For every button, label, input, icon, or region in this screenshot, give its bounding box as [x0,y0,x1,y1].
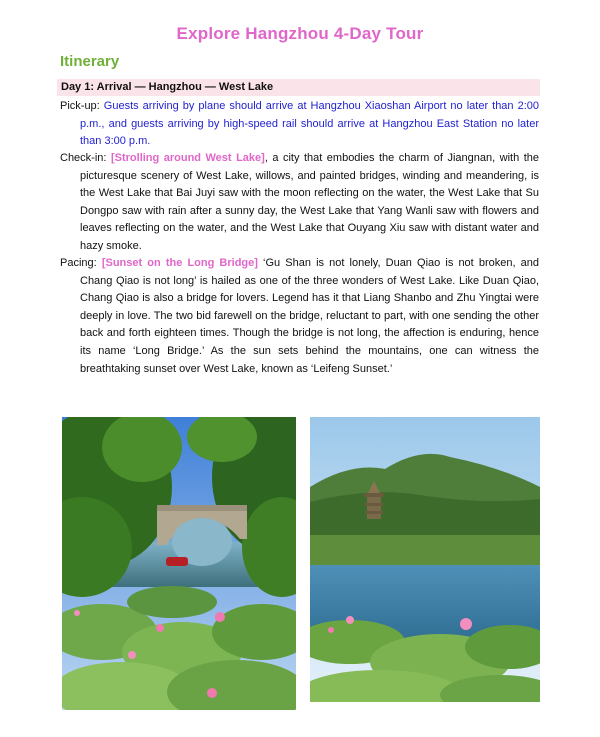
pacing-highlight: [Sunset on the Long Bridge] [101,257,258,269]
stone-arch-bridge-lotus-photo [62,417,296,710]
page-title: Explore Hangzhou 4-Day Tour [176,24,424,43]
checkin-highlight: [Strolling around West Lake] [110,152,265,164]
checkin-text: , a city that embodies the charm of Jiangnan, with the picturesque scenery of West Lake, willows, and painted bridges, winding and meandering, is the West Lake that Bai Juyi saw with the moon reflecting on the water, the West Lake that Su Dongpo saw with rain after a sunny day, the West Lake that Yang Wanli saw with flowers and leaves reflecting on the water, and the West Lake that Ouyang Xiu saw with distant water and hazy smoke. [80,152,540,252]
pacing-label: Pacing: [60,257,97,269]
checkin-paragraph [60,150,539,256]
section-heading: Itinerary [60,53,120,70]
pickup-label: Pick-up: [60,100,100,112]
leifeng-pagoda-lake-lotus-photo [310,417,540,702]
pickup-text: Guests arriving by plane should arrive at Hangzhou Xiaoshan Airport no later than 2:00 p.m., and guests arriving by high-speed rail should arrive at Hangzhou East Station no later than 3:00 p.m. [80,100,539,148]
checkin-label: Check-in: [60,152,107,164]
pickup-paragraph [60,98,539,151]
pacing-text: ‘Gu Shan is not lonely, Duan Qiao is not broken, and Chang Qiao is not long’ is hailed as one of the three wonders of West Lake. Like Duan Qiao, Chang Qiao is also a bridge for lovers. Legend has it that Liang Shanbo and Zhu Yingtai were deeply in love. The two bid farewell on the bridge, reluctant to part, with one sending the other back and forth eighteen times. Though the bridge is not long, the affection is enduring, hence its name ‘Long Bridge.’ As the sun sets behind the mountains, one can witness the breathtaking sunset over West Lake, known as ‘Leifeng Sunset.’ [80,257,540,375]
pacing-paragraph [60,255,539,378]
day-heading: Day 1: Arrival — Hangzhou — West Lake [57,79,540,96]
